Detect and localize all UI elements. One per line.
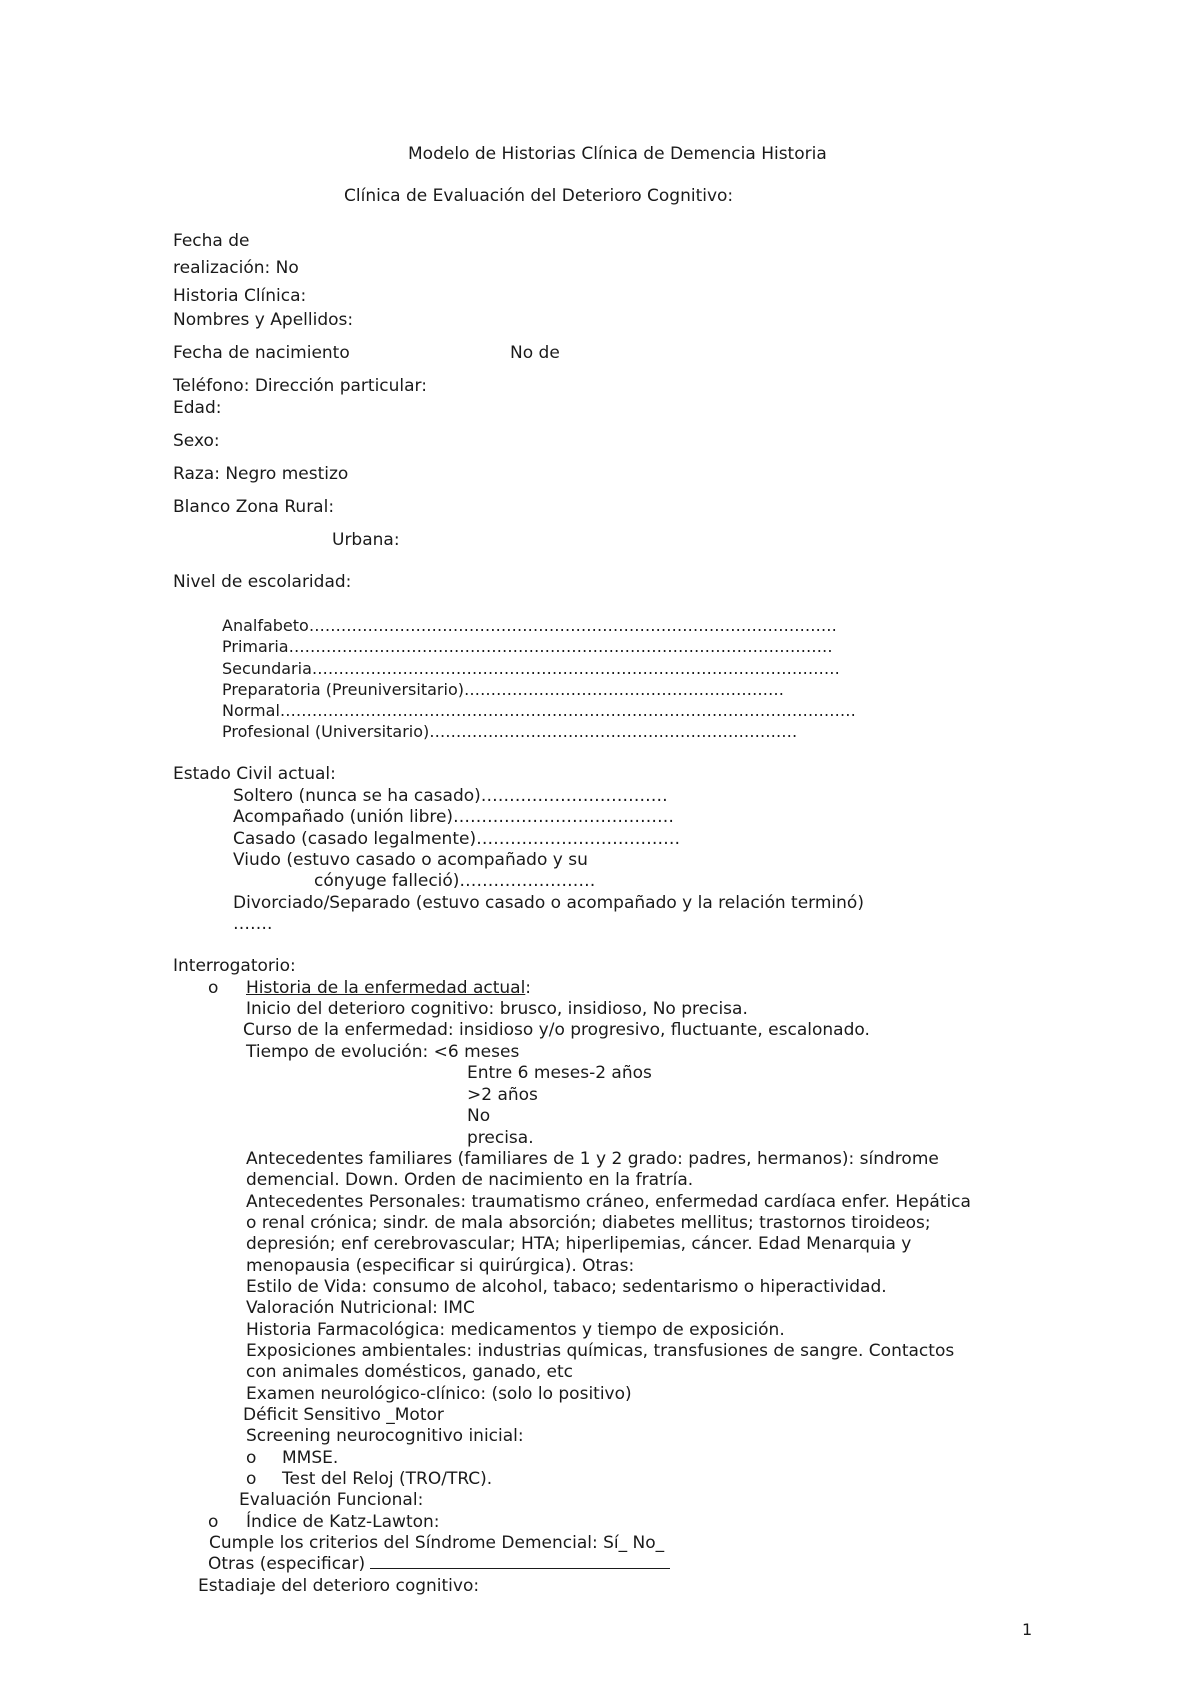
bullet-icon: o [208, 978, 219, 998]
bullet-icon: o [246, 1469, 257, 1489]
interrogatorio-line: Exposiciones ambientales: industrias químicas, transfusiones de sangre. Contactos [246, 1341, 955, 1361]
interrogatorio-line: Valoración Nutricional: IMC [246, 1298, 475, 1318]
title-line-1: Modelo de Historias Clínica de Demencia Historia [408, 144, 827, 164]
escolaridad-item: Secundaria……………………………………………………………………………………… [222, 659, 840, 678]
interrogatorio-line: menopausia (especificar si quirúrgica). Otras: [246, 1256, 635, 1276]
interrogatorio-line: Curso de la enfermedad: insidioso y/o progresivo, fluctuante, escalonado. [243, 1020, 870, 1040]
otras-especificar [208, 1554, 670, 1574]
escolaridad-label: Nivel de escolaridad: [173, 572, 352, 592]
bullet-icon: o [208, 1512, 219, 1532]
blank-line [370, 1554, 670, 1569]
estado-civil-item: ……. [233, 914, 273, 934]
interrogatorio-line: demencial. Down. Orden de nacimiento en la fratría. [246, 1170, 694, 1190]
field-realizacion: realización: No [173, 258, 299, 278]
field-zona: Blanco Zona Rural: [173, 497, 335, 517]
interrogatorio-line: Examen neurológico-clínico: (solo lo positivo) [246, 1384, 632, 1404]
title-line-2: Clínica de Evaluación del Deterioro Cognitivo: [344, 186, 734, 206]
field-urbana: Urbana: [332, 530, 400, 550]
otras-label: Otras (especificar) [208, 1554, 366, 1574]
interrogatorio-line: precisa. [467, 1128, 534, 1148]
interrogatorio-line: Entre 6 meses-2 años [467, 1063, 652, 1083]
page-number: 1 [1022, 1620, 1033, 1639]
estado-civil-label: Estado Civil actual: [173, 764, 336, 784]
field-no-de: No de [510, 343, 560, 363]
escolaridad-item: Analfabeto……………………………………………………………………………………… [222, 616, 837, 635]
interrogatorio-line: Estadiaje del deterioro cognitivo: [198, 1576, 480, 1596]
interrogatorio-line: Déficit Sensitivo _Motor [243, 1405, 444, 1425]
estado-civil-item: Divorciado/Separado (estuvo casado o acompañado y la relación terminó) [233, 893, 864, 913]
interrogatorio-line: MMSE. [282, 1448, 339, 1468]
interrogatorio-line: depresión; enf cerebrovascular; HTA; hiperlipemias, cáncer. Edad Menarquia y [246, 1234, 912, 1254]
escolaridad-item: Normal……………………………………………………………………………………………… [222, 701, 856, 720]
field-fecha-de: Fecha de [173, 231, 250, 251]
interrogatorio-line: Estilo de Vida: consumo de alcohol, tabaco; sedentarismo o hiperactividad. [246, 1277, 887, 1297]
interrogatorio-line: Tiempo de evolución: <6 meses [246, 1042, 520, 1062]
interrogatorio-line: con animales domésticos, ganado, etc [246, 1362, 574, 1382]
historia-heading-colon: : [525, 978, 532, 998]
historia-heading [246, 978, 531, 998]
interrogatorio-line: Antecedentes Personales: traumatismo cráneo, enfermedad cardíaca enfer. Hepática [246, 1192, 971, 1212]
estado-civil-item: Viudo (estuvo casado o acompañado y su [233, 850, 588, 870]
field-fecha-nacimiento: Fecha de nacimiento [173, 343, 350, 363]
field-raza: Raza: Negro mestizo [173, 464, 349, 484]
interrogatorio-line: No [467, 1106, 491, 1126]
interrogatorio-line: Índice de Katz-Lawton: [246, 1512, 440, 1532]
interrogatorio-label: Interrogatorio: [173, 956, 296, 976]
interrogatorio-line: Test del Reloj (TRO/TRC). [282, 1469, 493, 1489]
historia-heading-text: Historia de la enfermedad actual [246, 978, 526, 998]
escolaridad-item: Primaria………………………………………………………………………………………… [222, 637, 833, 656]
field-historia-clinica: Historia Clínica: [173, 286, 307, 306]
escolaridad-item: Profesional (Universitario)…………………………………………………………… [222, 722, 798, 741]
interrogatorio-line: Antecedentes familiares (familiares de 1 y 2 grado: padres, hermanos): síndrome [246, 1149, 939, 1169]
bullet-icon: o [246, 1448, 257, 1468]
interrogatorio-line: Screening neurocognitivo inicial: [246, 1426, 524, 1446]
escolaridad-item: Preparatoria (Preuniversitario)…………………………………………………… [222, 680, 784, 699]
estado-civil-item: cónyuge falleció)…………………… [314, 871, 596, 891]
interrogatorio-line: Inicio del deterioro cognitivo: brusco, insidioso, No precisa. [246, 999, 748, 1019]
interrogatorio-line: o renal crónica; sindr. de mala absorción; diabetes mellitus; trastornos tiroideos; [246, 1213, 931, 1233]
field-sexo: Sexo: [173, 431, 220, 451]
interrogatorio-line: >2 años [467, 1085, 538, 1105]
field-edad: Edad: [173, 398, 222, 418]
interrogatorio-line: Historia Farmacológica: medicamentos y tiempo de exposición. [246, 1320, 785, 1340]
field-nombres: Nombres y Apellidos: [173, 310, 354, 330]
estado-civil-item: Acompañado (unión libre)………………………………… [233, 807, 675, 827]
interrogatorio-line: Cumple los criterios del Síndrome Demencial: Sí_ No_ [209, 1533, 665, 1553]
estado-civil-item: Casado (casado legalmente)……………………………… [233, 829, 681, 849]
interrogatorio-line: Evaluación Funcional: [239, 1490, 424, 1510]
estado-civil-item: Soltero (nunca se ha casado)…………………………… [233, 786, 668, 806]
field-telefono: Teléfono: Dirección particular: [173, 376, 427, 396]
